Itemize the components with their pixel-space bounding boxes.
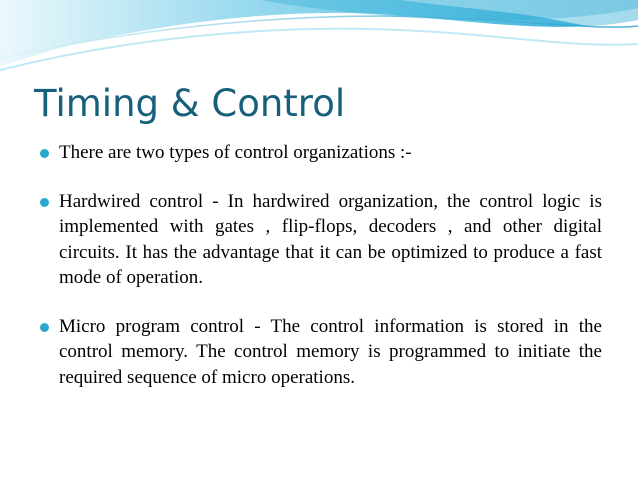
- bullet-item: [40, 189, 602, 291]
- bullet-dot-icon: [40, 149, 49, 158]
- bullet-list: [40, 140, 602, 390]
- bullet-dot-icon: [40, 198, 49, 207]
- bullet-item: [40, 314, 602, 391]
- bullet-text: Hardwired control - In hardwired organization, the control logic is implemented with gates , flip-flops, decoders , and other digital circuits. It has the advantage that it can be optimized to produce a fast mode of operation.: [59, 190, 602, 288]
- bullet-dot-icon: [40, 323, 49, 332]
- bullet-item: [40, 140, 602, 166]
- slide-title: Timing & Control: [34, 82, 346, 125]
- bullet-text: Micro program control - The control information is stored in the control memory. The control memory is programmed to initiate the required sequence of micro operations.: [59, 315, 602, 388]
- bullet-text: There are two types of control organizations :-: [59, 142, 412, 163]
- decorative-wave-header: [0, 0, 638, 80]
